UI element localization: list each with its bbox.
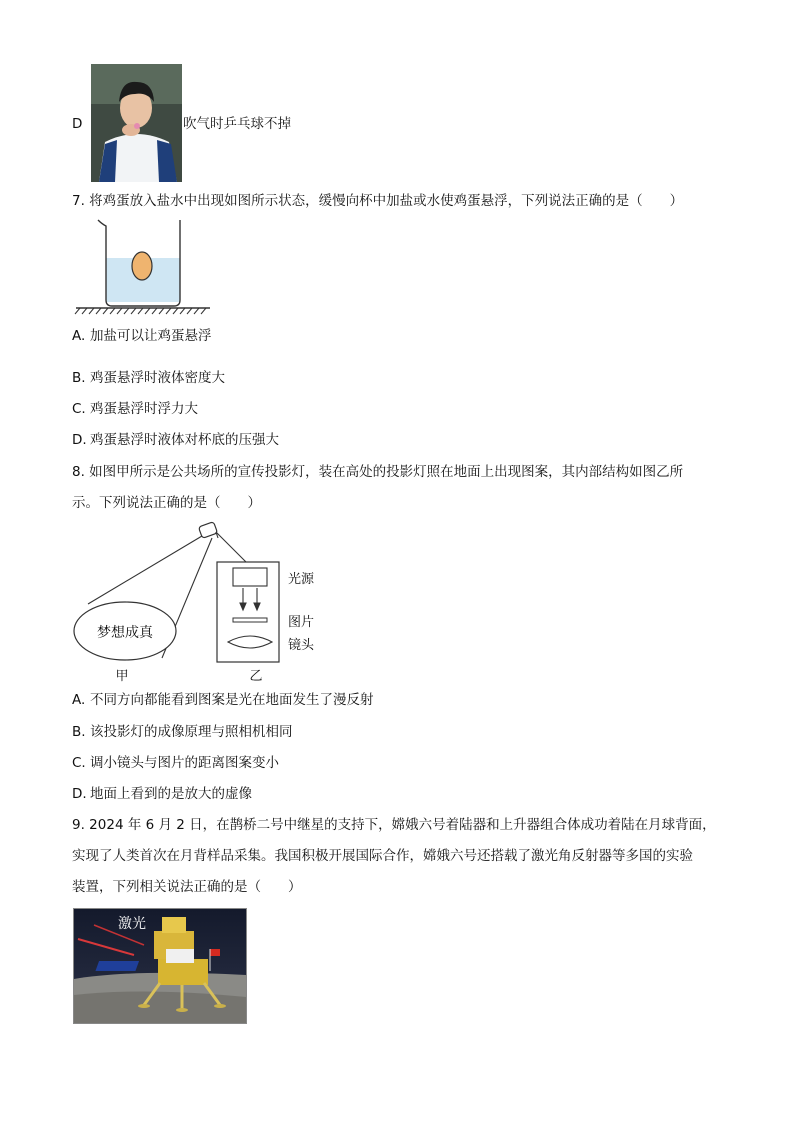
option-letter: D. — [72, 432, 87, 448]
option-text: 调小镜头与图片的距离图案变小 — [90, 755, 279, 771]
q6-option-d-text: 吹气时乒乓球不掉 — [183, 116, 291, 132]
egg — [132, 252, 152, 280]
option-text: 地面上看到的是放大的虚像 — [90, 786, 252, 802]
q9-stem-line3: 装置，下列相关说法正确的是（ ） — [72, 879, 302, 895]
q9-stem-line2: 实现了人类首次在月背样品采集。我国积极开展国际合作，嫦娥六号还搭载了激光角反射器等多国的实验 — [72, 848, 693, 864]
label-light-source: 光源 — [288, 572, 315, 587]
projector-figure — [70, 518, 340, 686]
option-letter: C. — [72, 401, 86, 417]
label-lens: 镜头 — [288, 638, 315, 653]
q8-stem-line2: 示。下列说法正确的是（ ） — [72, 495, 261, 511]
label-yi: 乙 — [249, 669, 263, 684]
q7-stem: 7. 将鸡蛋放入盐水中出现如图所示状态，缓慢向杯中加盐或水使鸡蛋悬浮，下列说法正确的是（ ） — [72, 193, 684, 209]
egg-beaker-figure — [72, 214, 214, 322]
option-letter: A. — [72, 328, 86, 344]
label-jia: 甲 — [115, 669, 129, 684]
option-text: 鸡蛋悬浮时液体对杯底的压强大 — [90, 432, 279, 448]
q9-stem-line1: 9. 2024 年 6 月 2 日，在鹊桥二号中继星的支持下，嫦娥六号着陆器和上升器组合体成功着陆在月球背面， — [72, 817, 716, 833]
q7-option-c — [72, 399, 198, 419]
q7-option-b — [72, 368, 225, 388]
q8-option-c — [72, 753, 279, 773]
option-text: 该投影灯的成像原理与照相机相同 — [90, 724, 293, 740]
q8-option-b — [72, 722, 293, 742]
student-blowing-photo — [91, 64, 182, 182]
q7-option-d — [72, 430, 279, 450]
laser-label: 激光 — [118, 916, 146, 932]
slide — [233, 618, 267, 622]
q7-option-a — [72, 326, 212, 346]
option-text: 鸡蛋悬浮时浮力大 — [90, 401, 198, 417]
q6-option-d — [72, 114, 82, 134]
ground-hatching — [75, 308, 206, 314]
option-text: 鸡蛋悬浮时液体密度大 — [90, 370, 225, 386]
change6-lander-image — [73, 908, 247, 1024]
option-text: 加盐可以让鸡蛋悬浮 — [90, 328, 212, 344]
option-letter: B. — [72, 724, 86, 740]
option-letter: B. — [72, 370, 86, 386]
option-letter: D. — [72, 786, 87, 802]
q8-option-d — [72, 784, 252, 804]
q8-stem-line1: 8. 如图甲所示是公共场所的宣传投影灯，装在高处的投影灯照在地面上出现图案，其内部结构如图乙所 — [72, 464, 684, 480]
pattern-text: 梦想成真 — [97, 625, 153, 641]
option-letter: D — [72, 116, 83, 132]
option-text: 不同方向都能看到图案是光在地面发生了漫反射 — [90, 692, 374, 708]
option-letter: A. — [72, 692, 86, 708]
label-slide: 图片 — [288, 615, 315, 630]
q8-option-a — [72, 690, 374, 710]
light-source-box — [233, 568, 267, 586]
option-letter: C. — [72, 755, 86, 771]
